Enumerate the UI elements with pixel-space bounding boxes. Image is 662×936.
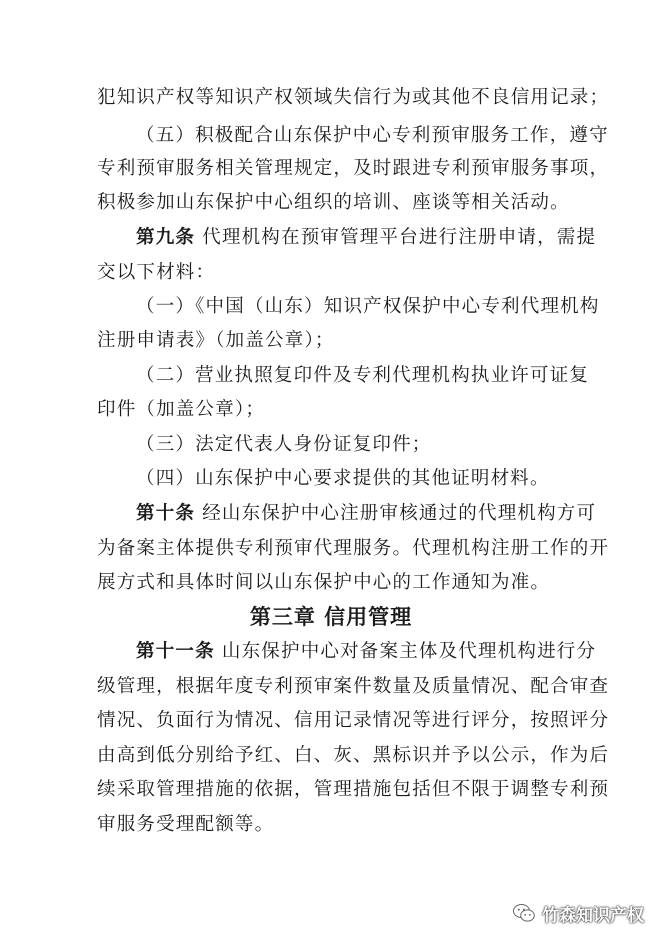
body-line: 犯知识产权等知识产权领域失信行为或其他不良信用记录； bbox=[97, 87, 610, 108]
body-line: （一）《中国（山东）知识产权保护中心专利代理机构 bbox=[136, 296, 600, 317]
body-line: 展方式和具体时间以山东保护中心的工作通知为准。 bbox=[97, 572, 551, 593]
body-line: 注册申请表》（加盖公章）； bbox=[97, 330, 335, 351]
article-11-line bbox=[136, 640, 616, 664]
article-title: 第九条 bbox=[136, 227, 196, 248]
body-line: 积极参加山东保护中心组织的培训、座谈等相关活动。 bbox=[97, 192, 570, 213]
body-line: 续采取管理措施的依据，管理措施包括但不限于调整专利预 bbox=[97, 779, 610, 800]
body-line: 情况、负面行为情况、信用记录情况等进行评分，按照评分 bbox=[97, 710, 610, 731]
body-line: （三）法定代表人身份证复印件； bbox=[136, 434, 432, 455]
body-line: （四）山东保护中心要求提供的其他证明材料。 bbox=[136, 468, 550, 489]
article-title: 第十一条 bbox=[136, 641, 215, 662]
body-line: 专利预审服务相关管理规定，及时跟进专利预审服务事项， bbox=[97, 158, 610, 179]
body-line: （五）积极配合山东保护中心专利预审服务工作，遵守 bbox=[136, 125, 609, 146]
body-line: 交以下材料： bbox=[97, 262, 216, 283]
body-line: 由高到低分别给予红、白、灰、黑标识并予以公示，作为后 bbox=[97, 745, 610, 766]
body-line: 为备案主体提供专利预审代理服务。代理机构注册工作的开 bbox=[97, 538, 610, 559]
body-line: 审服务受理配额等。 bbox=[97, 814, 275, 835]
article-text: 山东保护中心对备案主体及代理机构进行分 bbox=[214, 641, 597, 662]
watermark bbox=[512, 900, 644, 926]
body-line: 印件（加盖公章）； bbox=[97, 399, 266, 420]
article-title: 第十条 bbox=[136, 503, 196, 524]
article-text: 代理机构在预审管理平台进行注册申请，需提 bbox=[195, 227, 597, 248]
body-line: 级管理，根据年度专利预审案件数量及质量情况、配合审查 bbox=[97, 676, 610, 697]
watermark-text: 竹森知识产权 bbox=[542, 905, 644, 926]
chapter-heading: 第三章 信用管理 bbox=[249, 605, 413, 629]
article-10-line bbox=[136, 502, 616, 526]
body-line: （二）营业执照复印件及专利代理机构执业许可证复 bbox=[136, 365, 590, 386]
article-9-line bbox=[136, 226, 616, 250]
wechat-icon bbox=[512, 902, 536, 924]
article-text: 经山东保护中心注册审核通过的代理机构方可 bbox=[195, 503, 597, 524]
